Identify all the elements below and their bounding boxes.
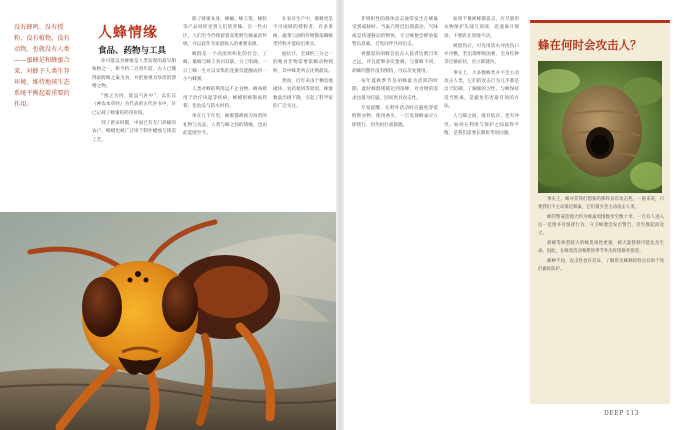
paragraph: 事实上，大多数蜂类并不会主动攻击人类，它们的攻击行为几乎都是出于防御。了解蜂的习性，与蜂保持适当距离，是避免伤害最有效的方法。 xyxy=(444,70,519,109)
chapter-subtitle: 食品、药物与工具 xyxy=(98,46,167,56)
paragraph: 单在几千年里，蜂蜜都被视为珍贵的礼物与贡品，人类与蜂之间的情缘，也由此延续至今。 xyxy=(183,114,267,136)
paragraph: 你可能以为蜂蜜是人类发现的最早甜味物之一，距今约二百余年前，古人已懂得取野蜂之巢为食，并把蜜视为珍贵的馈赠之物。 xyxy=(92,59,176,89)
paragraph: 在农业生产中，蜜蜂更是不可或缺的授粉者。许多果树、蔬菜与油料作物都依赖蜂类传粉才能结出果实。 xyxy=(273,17,333,47)
paragraph: 据估计，全球约三分之一的粮食作物需要依赖动物授粉，其中蜂类所占比例最高。 xyxy=(273,52,333,74)
paragraph: 到了唐宋时期，中国已有专门养蜂的农户，蜂蜡也被广泛用于制作蜡烛与铸造工艺。 xyxy=(92,121,176,143)
paragraph: 胡蜂等体型较大的蜂类毒性更强，被大量蛰刺可能危及生命。因此，在蜂类活动频繁的季节外出时需格外留意。 xyxy=(538,241,664,254)
page-number: DEEP 113 xyxy=(604,410,639,417)
paragraph: 人与蜂之间，既有依存，也有冲突。如何在利用与保护之间取得平衡，是我们需要长期思考的问题。 xyxy=(444,114,519,136)
paragraph: 事实上，蜂并非我们想象的那样具有攻击性。一般来说，只要我们不主动靠近蜂巢，它们很少会主动攻击人类。 xyxy=(538,197,664,210)
nest-photo xyxy=(538,61,662,193)
pull-quote: 没有蜂鸣、没有授粉、没有植物、没有动物、也就没有人类——蜜蜂是和蜂蜜合来，对蜂予人类生存环境、维持地球生态系统平衡起着重要的作用。 xyxy=(14,24,70,108)
paragraph: 被激怒的胡蜂会追击入侵者达数百米之远，并且能够多次蛰刺。与蜜蜂不同，胡蜂的螫针没有倒钩，可以反复使用。 xyxy=(352,52,438,74)
page-gutter xyxy=(336,0,344,430)
paragraph: 人类对蜂的利用远不止食物。蜂毒被用于治疗风湿等疾病，蜂蜡则被制成药膏、化妆品与防水材料。 xyxy=(183,87,267,109)
paragraph: 蜂的警戒范围大约为蜂巢周围数米至数十米，一旦有人进入这一范围并有惊扰行为，守卫蜂便会发出警告，甚至群起而攻之。 xyxy=(538,215,664,236)
paragraph: 专家提醒，在野外活动时应避免穿着鲜艳衣物、使用香水，一旦发现蜂巢应立即绕行，切勿拍打或捣毁。 xyxy=(352,105,438,128)
paragraph: 蜂群是一个高度组织化的社会，工蜂、雄蜂与蜂王各司其职，分工明确。一只工蜂一生可以采集的花蜜仅能酿成约一小勺蜂蜜。 xyxy=(183,52,267,83)
paragraph: 每年夏秋季节是胡蜂最为活跃的时期，此时蜂群规模达到顶峰，对食物的需求也最为旺盛，因而更具攻击性。 xyxy=(352,79,438,101)
hornet-illustration xyxy=(0,212,336,430)
sidebar-text xyxy=(538,196,664,396)
paragraph: 非组织性的群体攻击通常发生在蜂巢受到威胁时。当巢穴附近出现震动、气味或是快速移动的物体，守卫蜂便会释放报警信息素，召集同伴共同出击。 xyxy=(352,17,438,47)
body-column-3 xyxy=(273,16,333,212)
chapter-title: 人蜂情缘 xyxy=(98,25,158,41)
body-column-5 xyxy=(444,16,519,396)
nest-illustration xyxy=(538,61,662,193)
body-column-4 xyxy=(352,16,438,396)
hornet-photo xyxy=(0,212,336,430)
paragraph: 被蛰伤后，可先用清水冲洗伤口并冷敷，若出现呼吸困难、全身红肿等过敏症状，应立即就医。 xyxy=(444,43,519,66)
paragraph: “蜜之为用，能益气补中”，以东汉《神农本草经》为代表的古代医书中，早已记载了蜂蜜的药用价值。 xyxy=(92,94,176,116)
paragraph: 除了蜂蜜本身，蜂蛹、蜂王浆、蜂胶等产品同样受到人们的青睐。在一些山区，人们至今仍保留着采集野生蜂巢的传统，并以此作为家庭收入的重要来源。 xyxy=(183,17,267,47)
paragraph: 蜂种不同，攻击性也有差异，了解常见蜂种的特点有助于我们做好防护。 xyxy=(538,259,664,272)
paragraph: 如果不慎被蜂群追击，应尽量用衣物保护头部与颈部，迅速离开现场，不要趴在原地不动。 xyxy=(444,17,519,39)
paragraph: 然而，近年来由于栖息地破坏、农药使用等原因，蜂群数量出现下降，引起了科学家的广泛关注。 xyxy=(273,79,333,109)
body-column-2 xyxy=(183,16,267,212)
sidebar-title: 蜂在何时会攻击人？ xyxy=(538,38,642,52)
body-column-1 xyxy=(92,58,176,210)
